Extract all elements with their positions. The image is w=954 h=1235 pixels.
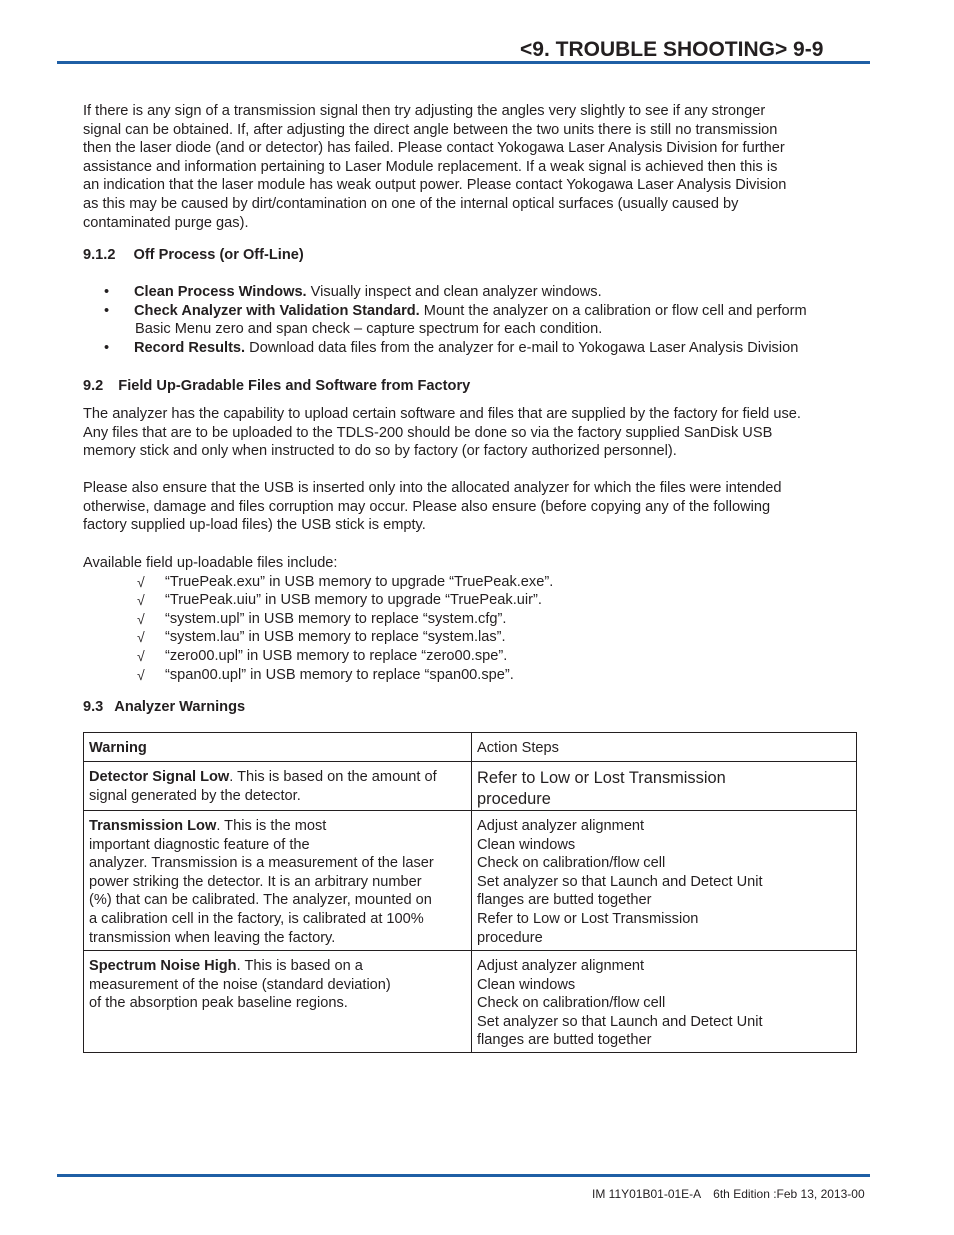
- file-entry: “system.upl” in USB memory to replace “system.cfg”.: [165, 610, 507, 627]
- upgrade-paragraph-2: [83, 479, 863, 535]
- section-heading-9-2: [83, 377, 863, 396]
- page-title: <9. TROUBLE SHOOTING> 9-9: [520, 38, 824, 61]
- file-entry: “TruePeak.uiu” in USB memory to upgrade “TruePeak.uir”.: [165, 592, 542, 609]
- table-header-row: [84, 733, 857, 762]
- table-row: [84, 762, 857, 811]
- file-entry: “TruePeak.exu” in USB memory to upgrade “TruePeak.exe”.: [165, 573, 554, 590]
- check-icon: √: [137, 647, 145, 664]
- file-list-intro: Available field up-loadable files include:: [83, 555, 338, 571]
- bullet-bold: Clean Process Windows.: [134, 284, 307, 300]
- paragraph-line: memory stick and only when instructed to do so by factory (or factory authorized personnel).: [83, 443, 677, 460]
- column-header-warning: Warning: [84, 733, 472, 762]
- list-item: [83, 339, 863, 358]
- paragraph-line: Any files that are to be uploaded to the TDLS-200 should be done so via the factory supplied SanDisk USB: [83, 424, 773, 441]
- bullet-bold: Record Results.: [134, 339, 246, 356]
- bullet-text: Visually inspect and clean analyzer windows.: [306, 284, 602, 300]
- intro-line: If there is any sign of a transmission signal then try adjusting the angles very slightly to see if any stronger: [83, 103, 766, 119]
- file-entry: “span00.upl” in USB memory to replace “span00.spe”.: [165, 666, 514, 683]
- intro-line: then the laser diode (and or detector) has failed. Please contact Yokogawa Laser Analysis Division for further: [83, 140, 785, 157]
- bullet-text: Download data files from the analyzer for e-mail to Yokogawa Laser Analysis Division: [245, 339, 799, 356]
- heading-text: Off Process (or Off-Line): [133, 247, 304, 263]
- bullet-icon: •: [104, 339, 110, 356]
- intro-line: an indication that the laser module has weak output power. Please contact Yokogawa Laser Analysis Division: [83, 177, 787, 194]
- heading-text: Field Up-Gradable Files and Software from Factory: [118, 378, 471, 394]
- edition-date: 6th Edition :Feb 13, 2013-00: [713, 1187, 865, 1201]
- check-icon: √: [137, 610, 145, 627]
- paragraph-line: factory supplied up-load files) the USB stick is empty.: [83, 517, 426, 534]
- heading-text: Analyzer Warnings: [114, 699, 246, 715]
- check-icon: √: [137, 592, 145, 609]
- list-item: [83, 628, 863, 647]
- paragraph-line: otherwise, damage and files corruption may occur. Please also ensure (before copying any of the following: [83, 498, 771, 515]
- file-entry: “system.lau” in USB memory to replace “system.las”.: [165, 629, 506, 646]
- offline-bullet-list: [83, 283, 863, 357]
- list-item: [83, 302, 863, 339]
- warning-title: Transmission Low: [89, 818, 217, 834]
- warning-cell: Transmission Low. This is the most important diagnostic feature of the analyzer. Transmission is a measurement of the laser power striking the detector. It is an arbitrary number (%) that can be calibrated. The analyzer, mounted on a calibration cell in the factory, is calibrated at 100% transmission when leaving the factory.: [84, 811, 472, 951]
- warning-cell: Detector Signal Low. This is based on the amount of signal generated by the detector.: [84, 762, 472, 811]
- table-row: [84, 951, 857, 1053]
- list-item: [83, 591, 863, 610]
- upgrade-paragraph-1: [83, 405, 863, 461]
- file-list: [83, 554, 863, 684]
- file-entry: “zero00.upl” in USB memory to replace “zero00.spe”.: [165, 647, 508, 664]
- table-row: [84, 811, 857, 951]
- action-cell: Refer to Low or Lost Transmission procedure: [472, 762, 857, 811]
- heading-number: 9.3: [83, 699, 104, 715]
- check-icon: √: [137, 629, 145, 646]
- list-item: [83, 647, 863, 666]
- warning-cell: Spectrum Noise High. This is based on a measurement of the noise (standard deviation) of the absorption peak baseline regions.: [84, 951, 472, 1053]
- intro-line: contaminated purge gas).: [83, 214, 249, 231]
- check-icon: √: [137, 666, 145, 683]
- document-id: IM 11Y01B01-01E-A: [592, 1187, 702, 1201]
- list-item: [83, 283, 863, 302]
- list-item: [83, 666, 863, 685]
- section-heading-9-1-2: [83, 246, 863, 265]
- warnings-table: [83, 732, 857, 1053]
- bullet-continuation: Basic Menu zero and span check – capture spectrum for each condition.: [135, 321, 603, 338]
- bullet-bold: Check Analyzer with Validation Standard.: [134, 302, 420, 319]
- warning-title: Detector Signal Low: [89, 769, 230, 785]
- action-cell: Adjust analyzer alignment Clean windows Check on calibration/flow cell Set analyzer so that Launch and Detect Unit flanges are butted together: [472, 951, 857, 1053]
- heading-number: 9.2: [83, 378, 104, 394]
- list-item: [83, 573, 863, 592]
- footer: [592, 1187, 865, 1201]
- bullet-text: Mount the analyzer on a calibration or flow cell and perform: [419, 302, 807, 319]
- paragraph-line: Please also ensure that the USB is inserted only into the allocated analyzer for which the files were intended: [83, 480, 782, 496]
- heading-number: 9.1.2: [83, 247, 116, 263]
- intro-line: as this may be caused by dirt/contamination on one of the internal optical surfaces (usually caused by: [83, 195, 739, 212]
- paragraph-line: The analyzer has the capability to upload certain software and files that are supplied by the factory for field use.: [83, 406, 801, 422]
- header-rule: [57, 61, 870, 64]
- intro-line: assistance and information pertaining to Laser Module replacement. If a weak signal is achieved then this is: [83, 158, 778, 175]
- bullet-icon: •: [104, 302, 110, 319]
- column-header-action-steps: Action Steps: [472, 733, 857, 762]
- check-icon: √: [137, 573, 145, 590]
- section-heading-9-3: [83, 698, 863, 717]
- warning-title: Spectrum Noise High: [89, 958, 237, 974]
- list-item: [83, 610, 863, 629]
- intro-paragraph: [83, 102, 863, 232]
- action-cell: Adjust analyzer alignment Clean windows Check on calibration/flow cell Set analyzer so that Launch and Detect Unit flanges are butted together Refer to Low or Lost Transmission procedure: [472, 811, 857, 951]
- footer-rule: [57, 1174, 870, 1177]
- intro-line: signal can be obtained. If, after adjusting the direct angle between the two units there is still no transmission: [83, 121, 778, 138]
- bullet-icon: •: [104, 284, 110, 300]
